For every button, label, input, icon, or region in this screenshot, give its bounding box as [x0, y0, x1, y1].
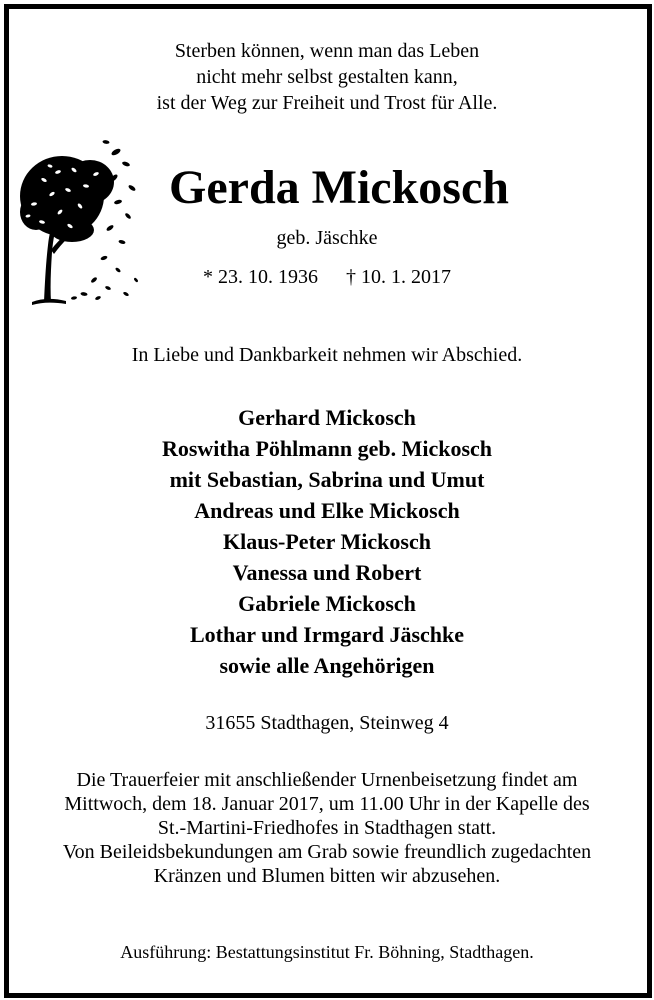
birth-name: geb. Jäschke	[276, 227, 378, 249]
farewell-text: In Liebe und Dankbarkeit nehmen wir Abschied.	[131, 344, 523, 366]
family-member: Gerhard Mickosch	[238, 405, 416, 430]
family-member: Roswitha Pöhlmann geb. Mickosch	[161, 436, 493, 461]
motto-line: nicht mehr selbst gestalten kann,	[196, 66, 458, 88]
funeral-home-credit: Ausführung: Bestattungsinstitut Fr. Böhning, Stadthagen.	[120, 942, 534, 962]
family-member: sowie alle Angehörigen	[219, 653, 435, 678]
death-date: † 10. 1. 2017	[346, 266, 451, 288]
motto	[0, 38, 654, 116]
life-dates	[0, 264, 654, 290]
family-member: Lothar und Irmgard Jäschke	[189, 622, 465, 647]
family-member: Klaus-Peter Mickosch	[223, 529, 431, 554]
family-list	[0, 402, 654, 681]
family-member: Vanessa und Robert	[232, 560, 422, 585]
funeral-info-line: Die Trauerfeier mit anschließender Urnenbeisetzung findet am	[76, 769, 578, 791]
family-member: Andreas und Elke Mickosch	[194, 498, 460, 523]
funeral-info-line: St.-Martini-Friedhofes in Stadthagen statt.	[157, 817, 497, 839]
family-address: 31655 Stadthagen, Steinweg 4	[205, 712, 449, 734]
funeral-info-line: Mittwoch, dem 18. Januar 2017, um 11.00 Uhr in der Kapelle des	[64, 793, 590, 815]
motto-line: ist der Weg zur Freiheit und Trost für Alle.	[156, 92, 498, 114]
family-member: Gabriele Mickosch	[238, 591, 416, 616]
birth-date: * 23. 10. 1936	[203, 266, 318, 288]
deceased-name: Gerda Mickosch	[169, 161, 509, 214]
family-member: mit Sebastian, Sabrina und Umut	[169, 467, 485, 492]
funeral-info-line: Von Beileidsbekundungen am Grab sowie freundlich zugedachten	[62, 841, 592, 863]
motto-line: Sterben können, wenn man das Leben	[174, 40, 480, 62]
funeral-info-line: Kränzen und Blumen bitten wir abzusehen.	[153, 865, 501, 887]
funeral-info	[0, 768, 654, 888]
